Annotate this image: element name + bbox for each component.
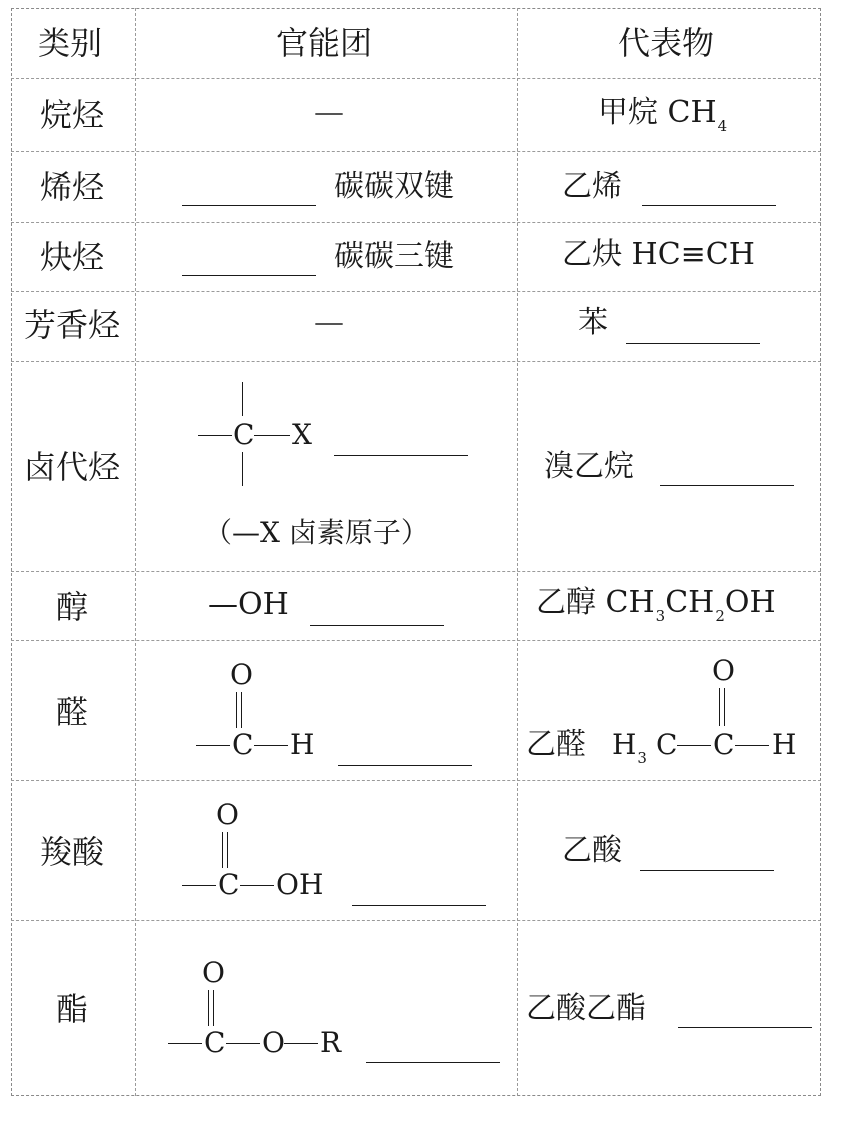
answer-blank: [626, 343, 760, 344]
header-functional-group: 官能团: [276, 24, 373, 62]
alcohol-example: 乙醇 $CH_3CH_2OH$: [536, 585, 776, 625]
halide-x: X: [292, 418, 312, 451]
acid-oxygen: O: [216, 798, 239, 831]
acid-example: 乙酸: [562, 833, 622, 868]
answer-blank: [334, 455, 468, 456]
column-divider: [517, 8, 518, 1096]
double-bond: [222, 832, 228, 868]
halide-example: 溴乙烷: [544, 449, 634, 484]
category-alkane: 烷烃: [40, 96, 105, 134]
bond: [182, 885, 216, 886]
answer-blank: [642, 205, 776, 206]
aldehyde-example-oxygen: O: [712, 654, 735, 687]
acid-carbon: C: [218, 868, 240, 901]
ester-oxygen-2: O: [262, 1026, 285, 1059]
bond: [677, 745, 711, 746]
alkane-group: —: [314, 95, 344, 130]
row-divider: [11, 571, 821, 572]
double-bond: [719, 688, 725, 726]
category-alkyne: 炔烃: [40, 238, 105, 276]
bond: [242, 382, 243, 416]
header-example: 代表物: [618, 24, 715, 62]
aldehyde-example-name: 乙醛: [526, 727, 586, 762]
acid-hydroxyl: OH: [276, 868, 324, 901]
category-acid: 羧酸: [40, 833, 105, 871]
column-divider: [135, 8, 136, 1096]
halide-carbon: C: [233, 418, 255, 451]
alcohol-group: —OH: [208, 587, 289, 622]
header-category: 类别: [38, 24, 103, 62]
answer-blank: [640, 870, 774, 871]
ester-r: R: [320, 1026, 342, 1059]
aldehyde-example-c1: C: [656, 728, 678, 761]
answer-blank: [660, 485, 794, 486]
row-divider: [11, 920, 821, 921]
category-alcohol: 醇: [56, 588, 89, 626]
row-divider: [11, 222, 821, 223]
category-aldehyde: 醛: [56, 693, 89, 731]
bond: [226, 1043, 260, 1044]
double-bond: [208, 990, 214, 1026]
bond: [254, 435, 290, 436]
category-ester: 酯: [56, 990, 89, 1028]
aldehyde-example-h: H: [772, 728, 797, 761]
alkyne-example: 乙炔 HC≡CH: [562, 237, 755, 272]
answer-blank: [182, 275, 316, 276]
alkene-example: 乙烯: [562, 169, 622, 204]
bond: [198, 435, 232, 436]
ester-carbon: C: [204, 1026, 226, 1059]
answer-blank: [366, 1062, 500, 1063]
category-alkene: 烯烃: [40, 168, 105, 206]
aldehyde-oxygen: O: [230, 658, 253, 691]
bond: [240, 885, 274, 886]
halide-note: （—X 卤素原子）: [204, 516, 429, 549]
aldehyde-example-c2: C: [713, 728, 735, 761]
ester-example: 乙酸乙酯: [526, 991, 646, 1026]
ester-oxygen: O: [202, 956, 225, 989]
aldehyde-carbon: C: [232, 728, 254, 761]
answer-blank: [310, 625, 444, 626]
alkane-example: 甲烷 $CH_4$: [598, 95, 728, 135]
answer-blank: [182, 205, 316, 206]
double-bond: [236, 692, 242, 728]
aldehyde-example-h3: $H_3$: [612, 728, 647, 767]
bond: [254, 745, 288, 746]
aromatic-example: 苯: [578, 305, 608, 340]
bond: [242, 452, 243, 486]
answer-blank: [352, 905, 486, 906]
category-aromatic: 芳香烃: [24, 306, 121, 344]
alkene-group-name: 碳碳双键: [334, 169, 454, 204]
answer-blank: [678, 1027, 812, 1028]
row-divider: [11, 151, 821, 152]
aromatic-group: —: [314, 305, 344, 340]
bond: [196, 745, 230, 746]
row-divider: [11, 361, 821, 362]
row-divider: [11, 78, 821, 79]
alkyne-group-name: 碳碳三键: [334, 239, 454, 274]
category-halide: 卤代烃: [24, 448, 121, 486]
aldehyde-hydrogen: H: [290, 728, 315, 761]
answer-blank: [338, 765, 472, 766]
bond: [168, 1043, 202, 1044]
row-divider: [11, 780, 821, 781]
bond: [735, 745, 769, 746]
row-divider: [11, 291, 821, 292]
bond: [284, 1043, 318, 1044]
row-divider: [11, 640, 821, 641]
